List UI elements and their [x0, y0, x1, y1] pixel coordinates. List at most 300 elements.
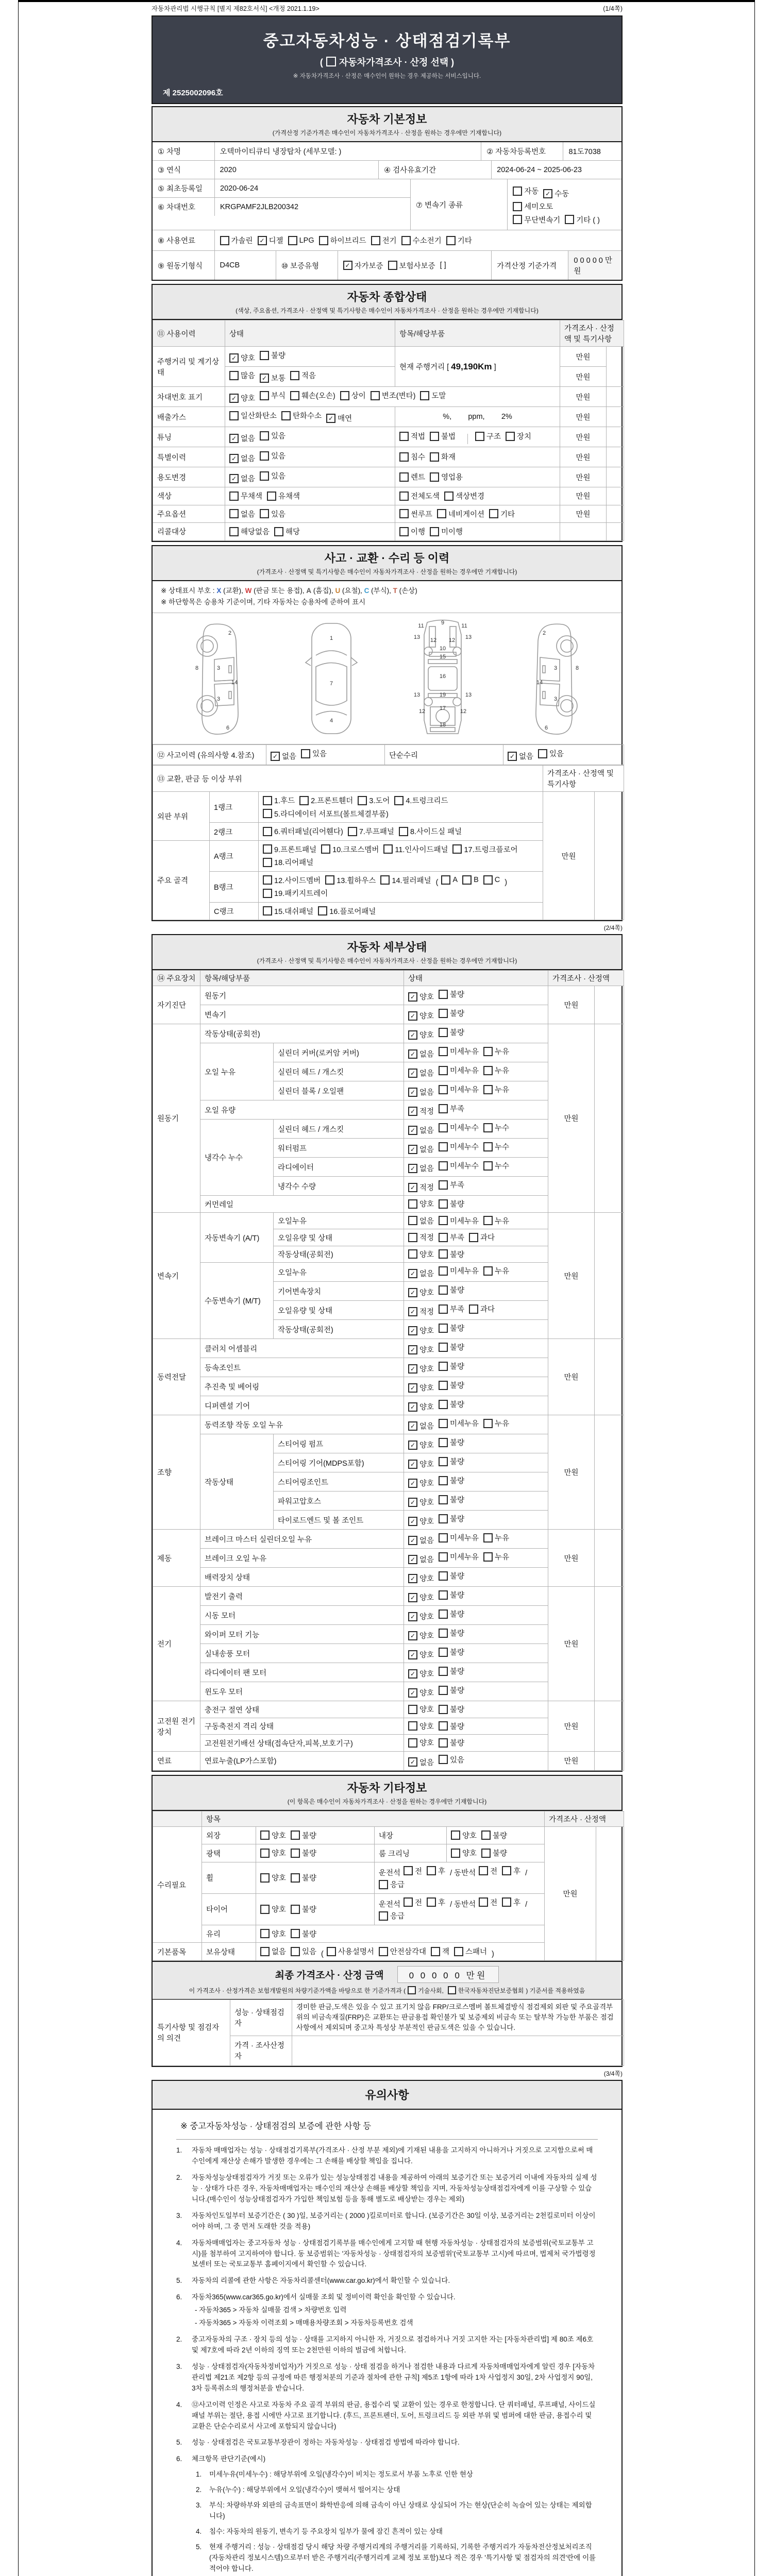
checkbox-불량[interactable] [439, 1380, 464, 1391]
checkbox-box-icon [260, 1947, 270, 1956]
detail-row [153, 1024, 624, 1043]
checkbox-부족[interactable] [439, 1303, 464, 1314]
checkbox-양호[interactable] [260, 1872, 286, 1883]
checkbox-9.프론트패널[interactable] [263, 844, 316, 855]
checkbox-label: 불량 [302, 1832, 317, 1840]
status-code-legend [153, 581, 621, 614]
checkbox-미세누유[interactable] [439, 1065, 479, 1076]
checkbox-적정[interactable] [408, 1306, 434, 1317]
item-text-배출가스: %, ppm, 2% [395, 407, 560, 427]
checkbox-box-icon [290, 371, 299, 380]
checkbox-label: 불량 [450, 1739, 465, 1748]
checkbox-부족[interactable] [439, 1232, 464, 1243]
checkbox-A[interactable] [441, 875, 458, 885]
checkbox-있음[interactable] [260, 509, 285, 519]
notice-number: 4. [176, 2400, 182, 2409]
checkbox-구조[interactable] [475, 431, 501, 442]
checkbox-무채색[interactable] [229, 490, 262, 501]
checkbox-box-icon [475, 432, 484, 441]
checkbox-없음[interactable] [229, 509, 255, 519]
price-동력전달: 만원 [548, 1339, 595, 1415]
checkbox-label: 하이브리드 [330, 237, 366, 245]
checkbox-전체도색[interactable] [399, 490, 440, 501]
checkbox-있음[interactable] [260, 470, 285, 481]
checkbox-누유[interactable] [483, 1418, 509, 1429]
checkbox-양호[interactable] [408, 1573, 434, 1584]
checkbox-불량[interactable] [291, 1848, 316, 1858]
checkbox-상이[interactable] [340, 390, 366, 401]
checkbox-불량[interactable] [439, 1437, 464, 1448]
checkbox-기타[interactable] [446, 235, 472, 246]
checkbox-불량[interactable] [439, 1513, 464, 1524]
checkbox-label: 전 [490, 1867, 498, 1876]
checkbox-미세누유[interactable] [439, 1532, 479, 1543]
checkbox-네비게이션[interactable] [437, 509, 484, 519]
checkbox-훼손(오손)[interactable] [290, 390, 335, 401]
checkbox-있음[interactable] [301, 748, 327, 759]
checkbox-무단변속기[interactable] [513, 214, 560, 225]
checkbox-7.루프패널[interactable] [348, 826, 394, 837]
checkbox-불량[interactable] [291, 1830, 316, 1841]
checkbox-양호[interactable] [260, 1928, 286, 1939]
state-디퍼렌셜 기어 [404, 1396, 548, 1415]
price-select-line: ( 자동차가격조사 · 산정 선택 ) [320, 57, 455, 67]
checkbox-양호[interactable] [408, 1010, 434, 1021]
checkbox-양호[interactable] [408, 1439, 434, 1450]
checkbox-양호[interactable] [408, 1630, 434, 1641]
checkbox-불량[interactable] [439, 1323, 464, 1333]
checkbox-box-icon [291, 1849, 300, 1858]
checkbox-label: 양호 [462, 1850, 477, 1858]
state-파워고압호스 [404, 1492, 548, 1511]
checkbox-탄화수소[interactable] [281, 410, 322, 421]
checkbox-없음[interactable] [408, 1535, 434, 1546]
checkbox-box-icon [446, 236, 456, 245]
checkbox-불량[interactable] [291, 1904, 316, 1914]
checkbox-없음[interactable] [229, 433, 255, 444]
checkbox-box-icon [260, 351, 269, 360]
checkbox-label: 매연 [338, 415, 352, 423]
checkbox-불량[interactable] [439, 1008, 464, 1019]
checkbox-양호[interactable] [408, 1687, 434, 1698]
checkbox-불량[interactable] [439, 1685, 464, 1696]
checkbox-양호[interactable] [408, 1401, 434, 1412]
checkbox-양호[interactable] [408, 1611, 434, 1622]
checkbox-box-icon [263, 889, 272, 898]
checkbox-label: 수동 [554, 190, 569, 198]
checkbox-불량[interactable] [439, 1475, 464, 1486]
basic-row [153, 230, 621, 250]
checkbox-있음[interactable] [439, 1754, 464, 1765]
checkbox-불량[interactable] [291, 1872, 316, 1883]
checkbox-누수[interactable] [483, 1122, 509, 1133]
item-오일누유: 오일누유 [274, 1212, 404, 1229]
checkbox-label: 미세누유 [450, 1534, 479, 1543]
checkbox-없음[interactable] [271, 751, 296, 761]
checkbox-후[interactable] [502, 1866, 520, 1876]
checkbox-label: 한국자동차진단보증협회 [458, 1987, 524, 1994]
checkbox-미세누유[interactable] [439, 1265, 479, 1276]
checkbox-전기[interactable] [371, 235, 397, 246]
checkbox-box-icon [371, 236, 380, 245]
checkbox-기타[interactable] [489, 509, 515, 519]
inline-text: ) [492, 1950, 494, 1958]
checkbox-수동[interactable] [543, 188, 569, 199]
checkbox-label: 보험사보증 [399, 262, 435, 270]
checkbox-과다[interactable] [469, 1303, 495, 1314]
checkbox-있음[interactable] [260, 450, 285, 461]
checkbox-불량[interactable] [439, 1666, 464, 1676]
checkbox-box-icon [229, 492, 239, 501]
checkbox-box-icon [408, 1460, 417, 1469]
checkbox-세미오토[interactable] [513, 201, 553, 212]
checkbox-box-icon [229, 434, 239, 443]
checkbox-양호[interactable] [408, 1649, 434, 1660]
checkbox-없음[interactable] [408, 1420, 434, 1431]
state-실린더 헤드 / 개스킷 [404, 1062, 548, 1081]
state-타이로드엔드 및 볼 조인트 [404, 1511, 548, 1530]
checkbox-label: 스패너 [465, 1948, 488, 1957]
checkbox-침수[interactable] [399, 451, 425, 462]
label-룸 크리닝: 룸 크리닝 [375, 1844, 447, 1862]
checkbox-box-icon [229, 454, 239, 463]
checkbox-적정[interactable] [408, 1182, 434, 1193]
accident-title: 사고 · 교환 · 수리 등 이력 [324, 551, 450, 565]
checkbox-없음[interactable] [229, 453, 255, 464]
checkbox-17.트렁크플로어[interactable] [452, 844, 517, 855]
checkbox-불량[interactable] [439, 1494, 464, 1505]
checkbox-양호[interactable] [408, 1516, 434, 1527]
checkbox-6.쿼터패널(리어휀다)[interactable] [263, 826, 343, 837]
checkbox-도말[interactable] [420, 390, 446, 401]
checkbox-양호[interactable] [408, 1198, 434, 1209]
checkbox-19.패키지트레이[interactable] [263, 888, 328, 899]
diagram-panel-number-12: 12 [448, 637, 455, 644]
checkbox-불량[interactable] [481, 1848, 507, 1858]
checkbox-C[interactable] [483, 875, 500, 885]
checkbox-누유[interactable] [483, 1046, 509, 1057]
checkbox-전[interactable] [479, 1866, 497, 1876]
checkbox-4.트렁크리드[interactable] [394, 795, 448, 806]
checkbox-기술사회,[interactable] [408, 1986, 444, 1995]
checkbox-10.크로스멤버[interactable] [321, 844, 379, 855]
checkbox-누유[interactable] [483, 1084, 509, 1095]
checkbox-양호[interactable] [408, 1592, 434, 1603]
checkbox-미이행[interactable] [430, 526, 463, 537]
label-휠: 휠 [202, 1862, 256, 1893]
checkbox-한국자동차진단보증협회[interactable] [448, 1986, 524, 1995]
checkbox-응급[interactable] [379, 1879, 405, 1890]
checkbox-양호[interactable] [408, 991, 434, 1002]
checkbox-불법[interactable] [430, 431, 456, 442]
checkbox-없음[interactable] [260, 1946, 286, 1957]
checkbox-색상변경[interactable] [444, 490, 484, 501]
checkbox-양호[interactable] [260, 1830, 286, 1841]
checkbox-label: 양호 [272, 1832, 287, 1840]
checkbox-label: 불량 [450, 1344, 465, 1352]
state-오일누유 [404, 1212, 548, 1229]
checkbox-전[interactable] [404, 1866, 422, 1876]
checkbox-없음[interactable] [408, 1163, 434, 1174]
checkbox-양호[interactable] [408, 1287, 434, 1298]
checkbox-미세누유[interactable] [439, 1418, 479, 1429]
checkbox-양호[interactable] [408, 1029, 434, 1040]
checkbox-불량[interactable] [439, 1284, 464, 1295]
checkbox-불량[interactable] [260, 350, 285, 361]
checkbox-이행[interactable] [399, 526, 425, 537]
label-색상: 색상 [153, 487, 225, 505]
checkbox-label: 불량 [450, 1382, 465, 1391]
checkbox-불량[interactable] [439, 1647, 464, 1657]
mileage-state-checks [225, 347, 395, 367]
checkbox-양호[interactable] [260, 1904, 286, 1914]
checkbox-보험사보증[interactable] [388, 260, 435, 271]
checkbox-없음[interactable] [408, 1067, 434, 1078]
checkbox-13.휠하우스[interactable] [325, 875, 376, 886]
checkbox-가솔린[interactable] [220, 235, 253, 246]
checkbox-B[interactable] [462, 875, 479, 885]
checkbox-후[interactable] [427, 1866, 445, 1876]
checkbox-누유[interactable] [483, 1551, 509, 1562]
checkbox-18.리어패널[interactable] [263, 857, 313, 868]
checkbox-양호[interactable] [451, 1830, 477, 1841]
checkbox-1.후드[interactable] [263, 795, 295, 806]
checkbox-양호[interactable] [408, 1737, 434, 1748]
checkbox-label: 있음 [271, 432, 286, 440]
checkbox-없음[interactable] [229, 473, 255, 484]
checkbox-5.라디에이터 서포트(볼트체결부품)[interactable] [263, 808, 389, 819]
checkbox-누유[interactable] [483, 1065, 509, 1076]
checkbox-미세누유[interactable] [439, 1046, 479, 1057]
checkbox-적법[interactable] [399, 431, 425, 442]
checkbox-미세누수[interactable] [439, 1141, 479, 1152]
device-연료: 연료 [153, 1751, 200, 1770]
label-주요옵션: 주요옵션 [153, 505, 225, 523]
checkbox-불량[interactable] [439, 1737, 464, 1748]
checkbox-적음[interactable] [290, 370, 316, 381]
checkbox-양호[interactable] [408, 1459, 434, 1469]
checkbox-누유[interactable] [483, 1215, 509, 1226]
checkbox-적정[interactable] [408, 1106, 434, 1116]
item-checks-리콜대상 [395, 523, 560, 541]
label-inspection-period: ④ 검사유효기간 [378, 161, 491, 179]
checkbox-불량[interactable] [439, 1589, 464, 1600]
mileage-notes [607, 347, 624, 387]
checkbox-불량[interactable] [439, 1704, 464, 1715]
checkbox-없음[interactable] [408, 1554, 434, 1565]
checkbox-box-icon [439, 1533, 448, 1543]
checkbox-8.사이드실 패널[interactable] [399, 826, 462, 837]
checkbox-누유[interactable] [483, 1265, 509, 1276]
checkbox-양호[interactable] [451, 1848, 477, 1858]
checkbox-불량[interactable] [439, 1198, 464, 1209]
checkbox-있음[interactable] [538, 748, 564, 759]
checkbox-label: 색상변경 [456, 493, 485, 501]
checkbox-부족[interactable] [439, 1103, 464, 1114]
mileage-item-post: ] [492, 363, 496, 371]
checkbox-일산화탄소[interactable] [229, 410, 277, 421]
checkbox-3.도어[interactable] [358, 795, 390, 806]
checkbox-하이브리드[interactable] [319, 235, 366, 246]
checkbox-label: C [494, 876, 500, 885]
checkbox-누수[interactable] [483, 1160, 509, 1171]
checkbox-box-icon [483, 1066, 493, 1075]
checkbox-누유[interactable] [483, 1532, 509, 1543]
checkbox-부족[interactable] [439, 1179, 464, 1190]
checkbox-없음[interactable] [408, 1144, 434, 1155]
header-item-part: 항목/해당부품 [200, 971, 404, 986]
checkbox-양호[interactable] [408, 1325, 434, 1336]
checkbox-양호[interactable] [408, 1704, 434, 1715]
checkbox-렌트[interactable] [399, 471, 425, 482]
checkbox-수소전기[interactable] [401, 235, 442, 246]
checkbox-과다[interactable] [469, 1232, 495, 1243]
checkbox-양호[interactable] [408, 1382, 434, 1393]
checkbox-잭[interactable] [431, 1946, 449, 1957]
checkbox-불량[interactable] [439, 1456, 464, 1467]
checkbox-양호[interactable] [229, 393, 255, 403]
state-기어변속장치 [404, 1282, 548, 1301]
checks-내장 [447, 1826, 545, 1844]
checkbox-자동[interactable] [513, 185, 539, 196]
checkbox-14.필러패널[interactable] [380, 875, 431, 886]
checkbox-box-icon [439, 1028, 448, 1037]
checks-2랭크 [259, 823, 543, 841]
value-inspection-period: 2024-06-24 ~ 2025-06-23 [491, 161, 621, 179]
checkbox-label: 17.트렁크플로어 [464, 845, 518, 854]
checkbox-양호[interactable] [408, 1497, 434, 1507]
checkbox-해당[interactable] [274, 526, 300, 537]
checkbox-후[interactable] [502, 1897, 520, 1908]
item-와이퍼 모터 기능: 와이퍼 모터 기능 [200, 1625, 404, 1644]
checkbox-11.인사이드패널[interactable] [383, 844, 448, 855]
checkbox-자가보증[interactable] [343, 260, 383, 271]
checkbox-부식[interactable] [260, 390, 285, 401]
checkbox-전[interactable] [404, 1897, 422, 1908]
checkbox-불량[interactable] [439, 1361, 464, 1371]
checkbox-미세누수[interactable] [439, 1160, 479, 1171]
checkbox-미세누수[interactable] [439, 1122, 479, 1133]
checkbox-없음[interactable] [408, 1087, 434, 1097]
checkbox-불량[interactable] [439, 989, 464, 999]
checkbox-box-icon [260, 1929, 270, 1938]
checkbox-불량[interactable] [439, 1570, 464, 1581]
checkbox-스패너[interactable] [454, 1946, 487, 1957]
checkbox-미세누유[interactable] [439, 1215, 479, 1226]
checkbox-없음[interactable] [408, 1757, 434, 1768]
subgroup-작동상태: 작동상태 [200, 1434, 274, 1530]
checkbox-불량[interactable] [439, 1249, 464, 1260]
checkbox-양호[interactable] [408, 1721, 434, 1732]
checkbox-화재[interactable] [430, 451, 456, 462]
header-price-remarks: 가격조사 · 산정액 및 특기사항 [560, 320, 624, 347]
checkbox-미세누유[interactable] [439, 1084, 479, 1095]
checkbox-있음[interactable] [260, 430, 285, 441]
checkbox-유채색[interactable] [267, 490, 300, 501]
checkbox-양호[interactable] [229, 352, 255, 363]
checkbox-영업용[interactable] [430, 471, 463, 482]
checkbox-불량[interactable] [439, 1342, 464, 1352]
checkbox-적정[interactable] [408, 1232, 434, 1243]
checkbox-불량[interactable] [481, 1830, 507, 1841]
checkbox-12.사이드멤버[interactable] [263, 875, 321, 886]
label-appraiser: 가격 · 조사산정자 [230, 2036, 292, 2065]
checkbox-불량[interactable] [439, 1721, 464, 1732]
checkbox-LPG[interactable] [288, 236, 314, 245]
price-select-checkbox-icon[interactable] [326, 57, 336, 66]
checkbox-양호[interactable] [260, 1848, 286, 1858]
checkbox-box-icon [439, 1123, 448, 1132]
checkbox-label: 상이 [351, 392, 366, 400]
legend-code-A: A [306, 586, 312, 595]
checkbox-box-icon [408, 1536, 417, 1545]
checkbox-불량[interactable] [439, 1027, 464, 1038]
checkbox-사용설명서[interactable] [327, 1946, 374, 1957]
checkbox-16.플로어패널[interactable] [318, 906, 376, 917]
checkbox-많음[interactable] [229, 370, 255, 381]
checkbox-보통[interactable] [260, 372, 285, 383]
checkbox-전[interactable] [479, 1897, 497, 1908]
checkbox-15.대쉬패널[interactable] [263, 906, 313, 917]
checkbox-없음[interactable] [508, 751, 533, 761]
checkbox-썬루프[interactable] [399, 509, 432, 519]
checkbox-해당없음[interactable] [229, 526, 270, 537]
checkbox-양호[interactable] [408, 1668, 434, 1679]
checkbox-없음[interactable] [408, 1268, 434, 1279]
checkbox-box-icon [408, 1269, 417, 1278]
checkbox-box-icon [439, 1285, 448, 1295]
checkbox-불량[interactable] [439, 1608, 464, 1619]
checkbox-양호[interactable] [408, 1344, 434, 1355]
checkbox-응급[interactable] [379, 1910, 405, 1921]
checkbox-box-icon [318, 906, 327, 916]
checkbox-label: 있음 [271, 510, 286, 519]
checkbox-디젤[interactable] [258, 235, 283, 246]
checkbox-매연[interactable] [326, 413, 352, 423]
checkbox-양호[interactable] [408, 1249, 434, 1260]
checkbox-없음[interactable] [408, 1048, 434, 1059]
checkbox-2.프론트휀더[interactable] [299, 795, 353, 806]
label-transmission: ⑦ 변속기 종류 [410, 179, 507, 230]
checkbox-box-icon [383, 844, 393, 854]
checkbox-후[interactable] [427, 1897, 445, 1908]
state-checks-튜닝 [225, 427, 395, 447]
checkbox-불량[interactable] [439, 1399, 464, 1410]
checkbox-label: A [452, 876, 458, 885]
checkbox-누수[interactable] [483, 1141, 509, 1152]
checkbox-box-icon [291, 1905, 300, 1914]
checkbox-양호[interactable] [408, 1363, 434, 1374]
checkbox-장치[interactable] [506, 431, 531, 442]
summary-row-배출가스 [153, 407, 624, 427]
checkbox-없음[interactable] [408, 1215, 434, 1226]
item-라디에이터: 라디에이터 [274, 1158, 404, 1177]
checkbox-미세누유[interactable] [439, 1551, 479, 1562]
checkbox-기타 ( )[interactable] [565, 214, 600, 225]
checkbox-불량[interactable] [291, 1928, 316, 1939]
checkbox-label: 불량 [450, 1630, 465, 1638]
checkbox-불량[interactable] [439, 1628, 464, 1638]
checkbox-있음[interactable] [291, 1946, 316, 1957]
checkbox-label: 불량 [450, 1722, 465, 1731]
checkbox-양호[interactable] [408, 1478, 434, 1488]
checkbox-변조(변타)[interactable] [371, 390, 416, 401]
checkbox-label: 렌트 [411, 473, 426, 482]
checkbox-안전삼각대[interactable] [379, 1946, 426, 1957]
checkbox-없음[interactable] [408, 1125, 434, 1136]
subgroup-오일 누유: 오일 누유 [200, 1043, 274, 1100]
checkbox-box-icon [483, 1552, 493, 1562]
